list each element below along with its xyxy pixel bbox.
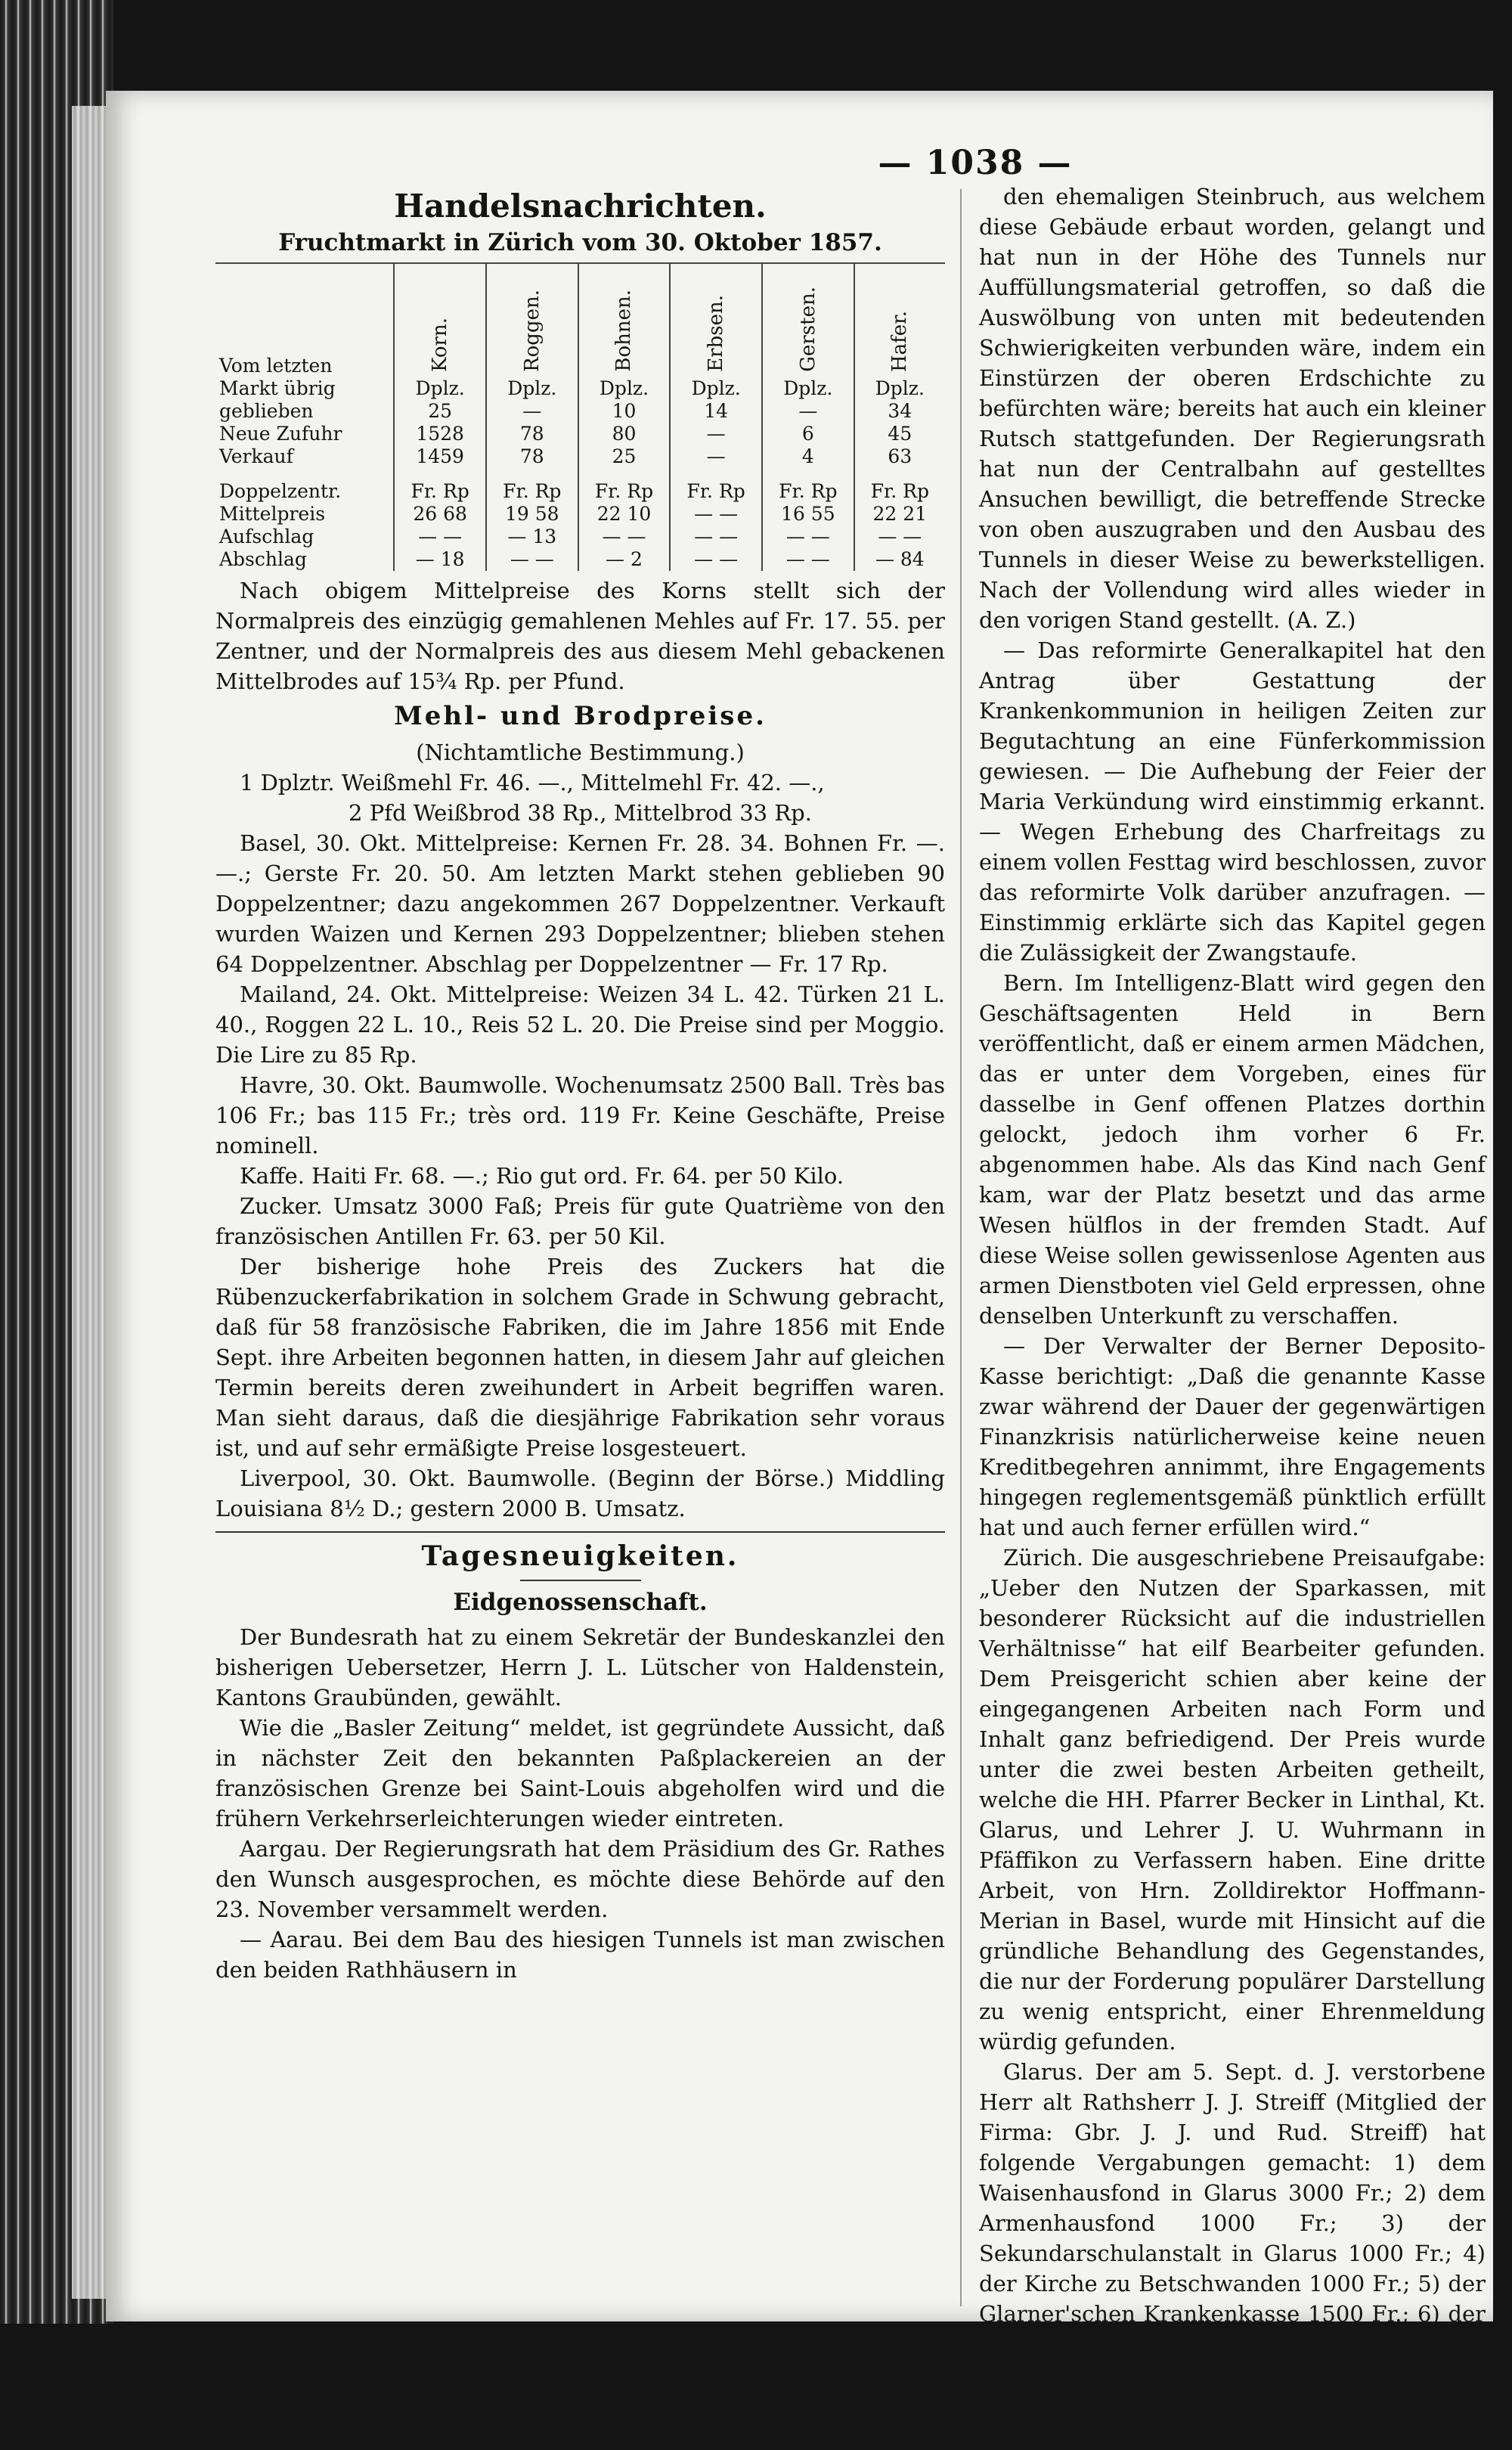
table-cell: — 2 (578, 548, 671, 571)
table-cell: 19 58 (486, 503, 578, 526)
table-cell: — — (762, 526, 854, 548)
table-cell: — (486, 400, 578, 423)
table-cell: — 13 (486, 526, 578, 548)
table-cell: 80 (578, 423, 671, 445)
mehl-line-2: 2 Pfd Weißbrod 38 Rp., Mittelbrod 33 Rp. (349, 800, 812, 826)
news-paragraph: den ehemaligen Steinbruch, aus welchem diese Gebäude erbaut worden, gelangt und hat nun in der Höhe des Tunnels nur Auffüllungsmaterial getroffen, so daß die Auswölbung von unten mit bedeutenden Schwierigkeiten verbunden wäre, indem ein Einstürzen der oberen Erdschichte zu befürchten wäre; bereits hat auch ein kleiner Rutsch stattgefunden. Der Regierungsrath hat nun der Centralbahn auf gestelltes Ansuchen bewilligt, die betreffende Strecke von oben auszugraben und den Ausbau des Tunnels in dieser Weise zu bewerkstelligen. Nach der Vollendung wird alles wieder in den vorigen Stand gestellt. (A. Z.) (979, 184, 1486, 633)
news-paragraph: — Aarau. Bei dem Bau des hiesigen Tunnels ist man zwischen den beiden Rathhäusern in (215, 1927, 945, 1983)
price-unit-cell: Fr. Rp (670, 480, 762, 503)
col-hafer: Hafer. (888, 310, 912, 372)
news-paragraph: Der Bundesrath hat zu einem Sekretär der Bundeskanzlei den bisherigen Uebersetzer, Herrn J. L. Lütscher von Haldenstein, Kantons Graubünden, gewählt. (215, 1624, 945, 1710)
news-paragraph: Wie die „Basler Zeitung“ meldet, ist gegründete Aussicht, daß in nächster Zeit den bekannten Paßplackereien an der französischen Grenze bei Saint-Louis abgeholfen wird und die frühern Verkehrserleichterungen wieder eintreten. (215, 1715, 945, 1831)
col-gersten: Gersten. (796, 287, 820, 372)
section-title-handel: Handelsnachrichten. (394, 188, 767, 225)
column-header (854, 263, 945, 377)
table-cell: 63 (854, 445, 945, 468)
right-column (979, 181, 1486, 2450)
quantity-row (215, 445, 945, 468)
section-rule (215, 1531, 945, 1533)
table-cell: 1459 (394, 445, 486, 468)
table-cell: — — (670, 526, 762, 548)
news-paragraph: Solothurn. Bankdirektor Kaiser von Solothurn, bis vor Kurzem Sekretär auf der (979, 2392, 1486, 2448)
tages-title: Tagesneuigkeiten. (421, 1540, 739, 1572)
table-cell: — — (854, 526, 945, 548)
table-row-header (215, 263, 394, 377)
price-unit-cell: Fr. Rp (486, 480, 578, 503)
row-label: Mittelpreis (219, 503, 326, 525)
row-header-line: Vom letzten (219, 355, 333, 377)
market-report-paragraph: Basel, 30. Okt. Mittelpreise: Kernen Fr. 28. 34. Bohnen Fr. —. —.; Gerste Fr. 20. 50. Am letzten Markt stehen geblieben 90 Doppelzentner; dazu angekommen 267 Doppelzentner. Verkauft wurden Waizen und Kernen 293 Doppelzentner; blieben stehen 64 Doppelzentner. Abschlag per Doppelzentner — Fr. 17 Rp. (215, 830, 945, 977)
table-cell: 25 (578, 445, 671, 468)
quantity-row (215, 400, 945, 423)
table-cell: 6 (762, 423, 854, 445)
news-paragraph: Bern. Im Intelligenz-Blatt wird gegen den Geschäftsagenten Held in Bern veröffentlicht, daß er einem armen Mädchen, das er unter dem Vorgeben, eines für dasselbe in Genf offenen Platzes dorthin gelockt, jedoch ihm vorher 6 Fr. abgenommen habe. Als das Kind nach Genf kam, war der Platz besetzt und das arme Wesen hülflos in der fremden Stadt. Auf diese Weise sollen gewissenlose Agenten aus armen Dienstboten viel Geld erpressen, ohne denselben Unterkunft zu verschaffen. (979, 970, 1486, 1329)
table-cell: 22 10 (578, 503, 671, 526)
news-paragraph: Zürich. Die ausgeschriebene Preisaufgabe: „Ueber den Nutzen der Sparkassen, mit besonderer Rücksicht auf die industriellen Verhältnisse“ hat eilf Bearbeiter gefunden. Dem Preisgericht schien aber keine der eingegangenen Arbeiten nach Form und Inhalt ganz befriedigend. Der Preis wurde unter die zwei besten Arbeiten getheilt, welche die HH. Pfarrer Becker in Linthal, Kt. Glarus, und Lehrer J. U. Wuhrmann in Pfäffikon zu Verfassern haben. Eine dritte Arbeit, von Hrn. Zolldirektor Hoffmann-Merian in Basel, wurde mit Hinsicht auf die gründliche Behandlung des Gegenstandes, die nur der Forderung populärer Darstellung zu wenig entspricht, einer Ehrenmeldung würdig gefunden. (979, 1545, 1486, 2055)
column-divider (960, 189, 962, 2306)
price-row (215, 548, 945, 571)
news-paragraph: Aargau. Der Regierungsrath hat dem Präsidium des Gr. Rathes den Wunsch ausgesprochen, es möchte diese Behörde auf den 23. November versammelt werden. (215, 1836, 945, 1922)
unit-cell: Dplz. (762, 377, 854, 400)
table-cell: 10 (578, 400, 671, 423)
price-header-label: Doppelzentr. (219, 480, 342, 502)
col-bohnen: Bohnen. (612, 290, 636, 372)
news-paragraph: — Das reformirte Generalkapitel hat den Antrag über Gestattung der Krankenkommunion in heiligen Zeiten zur Begutachtung an eine Fünferkommission gewiesen. — Die Aufhebung der Feier der Maria Verkündung wird einstimmig erkannt. — Wegen Erhebung des Charfreitags zu einem vollen Festtag wird beschlossen, zuvor das reformirte Volk darüber anzufragen. — Einstimmig erklärte sich das Kapitel gegen die Zulässigkeit der Zwangstaufe. (979, 637, 1486, 966)
table-cell: — — (670, 503, 762, 526)
row-label: Abschlag (219, 548, 307, 570)
mehl-line-1: 1 Dplztr. Weißmehl Fr. 46. —., Mittelmehl Fr. 42. —., (240, 770, 825, 795)
page-edges (72, 106, 108, 2299)
quantity-row (215, 423, 945, 445)
table-cell: 1528 (394, 423, 486, 445)
unit-cell: Dplz. (854, 377, 945, 400)
price-row (215, 526, 945, 548)
news-items (215, 1622, 945, 1985)
table-cell: 16 55 (762, 503, 854, 526)
market-report-paragraph: Havre, 30. Okt. Baumwolle. Wochenumsatz 2500 Ball. Très bas 106 Fr.; bas 115 Fr.; très ord. 119 Fr. Keine Geschäfte, Preise nominell. (215, 1072, 945, 1158)
column-header (670, 263, 762, 377)
right-news-items (979, 181, 1486, 2450)
market-report-paragraph: Zucker. Umsatz 3000 Faß; Preis für gute Quatrième von den französischen Antillen Fr. 63. per 50 Kil. (215, 1193, 945, 1249)
table-cell: 34 (854, 400, 945, 423)
column-header (394, 263, 486, 377)
grain-market-table (215, 262, 945, 571)
quantity-rows (215, 400, 945, 468)
newspaper-page (106, 91, 1493, 2448)
market-title: Fruchtmarkt in Zürich vom 30. Oktober 1857. (278, 229, 882, 256)
table-cell: — — (670, 548, 762, 571)
table-cell: 25 (394, 400, 486, 423)
table-cell: — (762, 400, 854, 423)
col-korn: Korn. (429, 318, 452, 372)
price-unit-cell: Fr. Rp (394, 480, 486, 503)
table-cell: — 84 (854, 548, 945, 571)
table-cell: 78 (486, 445, 578, 468)
left-column (215, 181, 945, 1985)
mehl-title: Mehl- und Brodpreise. (394, 701, 767, 731)
column-header (762, 263, 854, 377)
col-roggen: Roggen. (520, 290, 544, 372)
table-cell: 78 (486, 423, 578, 445)
row-label: Neue Zufuhr (219, 423, 342, 445)
table-cell: 45 (854, 423, 945, 445)
table-cell: — (670, 423, 762, 445)
news-paragraph: — Der Verwalter der Berner Deposito-Kasse berichtigt: „Daß die genannte Kasse zwar während der Dauer der gegenwärtigen Finanzkrisis natürlicherweise keine neuen Kreditbegehren annimmt, ihre Engagements hingegen reglementsgemäß pünktlich erfüllt hat und auch ferner erfüllen wird.“ (979, 1333, 1486, 1540)
market-report-paragraph: Der bisherige hohe Preis des Zuckers hat die Rübenzuckerfabrikation in solchem Grade in Schwung gebracht, daß für 58 französische Fabriken, die im Jahre 1856 mit Ende Sept. ihre Arbeiten begonnen hatten, in diesem Jahr auf gleichen Termin bereits deren zweihundert in Arbeit begriffen waren. Man sieht daraus, daß die diesjährige Fabrikation sehr voraus ist, und auf sehr ermäßigte Preise losgesteuert. (215, 1254, 945, 1461)
table-cell: 14 (670, 400, 762, 423)
market-report-paragraph: Kaffe. Haiti Fr. 68. —.; Rio gut ord. Fr. 64. per 50 Kilo. (240, 1163, 844, 1189)
price-unit-cell: Fr. Rp (578, 480, 671, 503)
unit-cell: Dplz. (670, 377, 762, 400)
row-label: Aufschlag (219, 526, 314, 547)
book-spine (0, 0, 113, 2324)
unit-cell: Dplz. (394, 377, 486, 400)
table-cell: 26 68 (394, 503, 486, 526)
page-number: — 1038 — (878, 144, 1073, 182)
table-cell: — — (394, 526, 486, 548)
row-label: geblieben (219, 400, 314, 422)
price-rows (215, 503, 945, 571)
table-cell: — — (578, 526, 671, 548)
table-cell: 22 21 (854, 503, 945, 526)
column-header (486, 263, 578, 377)
price-unit-cell: Fr. Rp (762, 480, 854, 503)
table-cell: — 18 (394, 548, 486, 571)
table-cell: — — (486, 548, 578, 571)
price-row (215, 503, 945, 526)
unit-cell: Dplz. (578, 377, 671, 400)
table-cell: — — (762, 548, 854, 571)
table-cell: 4 (762, 445, 854, 468)
unit-cell: Dplz. (486, 377, 578, 400)
col-erbsen: Erbsen. (705, 295, 728, 372)
column-header (578, 263, 671, 377)
price-unit-cell: Fr. Rp (854, 480, 945, 503)
market-report-paragraph: Mailand, 24. Okt. Mittelpreise: Weizen 34 L. 42. Türken 21 L. 40., Roggen 22 L. 10., Reis 52 L. 20. Die Preise sind per Moggio. Die Lire zu 85 Rp. (215, 982, 945, 1068)
news-paragraph: Glarus. Der am 5. Sept. d. J. verstorbene Herr alt Rathsherr J. J. Streiff (Mitglied der Firma: Gbr. J. J. und Rud. Streiff) hat folgende Vergabungen gemacht: 1) dem Waisenhausfond in Glarus 3000 Fr.; 2) dem Armenhausfond 1000 Fr.; 3) der Sekundarschulanstalt in Glarus 1000 Fr.; 4) der Kirche zu Betschwanden 1000 Fr.; 5) der Glarner'schen Krankenkasse 1500 Fr.; 6) der Fabrik-Alterskasse 2000 Fr.; 7) der Linthkolonie-Anstalt 500 Fr. (979, 2059, 1486, 2387)
table-note: Nach obigem Mittelpreise des Korns stellt sich der Normalpreis des einzügig gemahlenen Mehles auf Fr. 17. 55. per Zentner, und der Normalpreis des aus diesem Mehl gebackenen Mittelbrodes auf 15¾ Rp. per Pfund. (215, 578, 945, 694)
mehl-subtitle: (Nichtamtliche Bestimmung.) (416, 740, 745, 765)
market-reports (215, 828, 945, 1524)
market-report-paragraph: Liverpool, 30. Okt. Baumwolle. (Beginn der Börse.) Middling Louisiana 8½ D.; gestern 2000 B. Umsatz. (215, 1465, 945, 1521)
row-label: Verkauf (219, 445, 293, 467)
short-rule (520, 1580, 641, 1581)
row-header-line: Markt übrig (219, 377, 336, 399)
eid-title: Eidgenossenschaft. (453, 1589, 708, 1616)
table-cell: — (670, 445, 762, 468)
